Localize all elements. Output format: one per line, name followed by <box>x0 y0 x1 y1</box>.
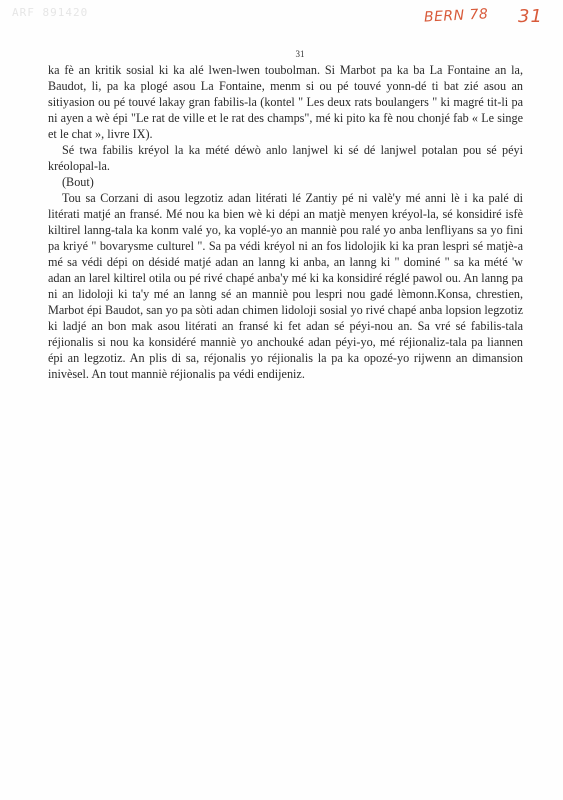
body-text <box>48 62 523 382</box>
page-number: 31 <box>295 49 305 59</box>
end-marker: (Bout) <box>62 175 94 189</box>
archive-code: BERN 78 <box>423 6 489 26</box>
faint-stamp: ARF 891420 <box>12 6 89 19</box>
paragraph-corzani: Tou sa Corzani di asou legzotiz adan litérati lé Zantiy pé ni valè'y mé anni lè i ka palé di litérati matjé an fransé. Mé nou ka bien wè ki dépi an matjè menyen kréyol-la, sé konsidiré isfè kiltirel lanng-tala ka konm valé yo, ka voplé-yo an manniè pou ralé yo anba lenfliyans sa yo fini pa kriyé " bovarysme culturel ". Sa pa védi kréyol ni an fos lidolojik ki ka pran lespri sé matjè-a mé sa védi dépi on désidé matjé adan an lanng ki anba, an lanng ki " dominé " sa ka mété 'w adan an larel kiltirel otila ou pé rivé chapé anba'y mé ki ka konsidiré réglé pawol ou. An lanng pa ni an lidoloji ki ta'y mé an lanng sé an manniè pou lespri nou gadé lèmonn.Konsa, chrestien, Marbot épi Baudot, san yo pa sòti adan chimen lidoloji sosial yo rivé chapé anba lopsion legzotiz ki ladjé an bon mak asou litérati an fransé ki fet adan sé péyi-nou an. Sa vré sé fabilis-tala réjionalis si nou ka konsidéré manniè yo anchouké adan péyi-yo, mé réjionaliz-tala pa liannen épi an legzotiz. An plis di sa, réjonalis yo réjionalis la pa ka opozé-yo rijwenn an dimansion inivèsel. An tout manniè réjionalis pa védi endijeniz. <box>48 191 523 381</box>
paragraph-continuation: ka fè an kritik sosial ki ka alé lwen-lwen toubolman. Si Marbot pa ka ba La Fontaine an la, Baudot, li, pa ka plogé asou La Fontaine, menm si ou pé touvé yonn-dé ti bat zié asou an sitiyasion ou pé touvé lakay gran fabilis-la (kontel " Les deux rats boulangers " ki magré tit-li pa ni ayen a wè épi "Le rat de ville et le rat des champs", mé ki pito ka fè nou chonjé fab « Le singe et le chat », livre IX). <box>48 63 523 141</box>
archive-number: 31 <box>518 6 543 27</box>
paragraph-fabulists: Sé twa fabilis kréyol la ka mété déwò anlo lanjwel ki sé dé lanjwel potalan pou sé péyi kréolopal-la. <box>48 143 523 173</box>
archive-reference-mark <box>424 4 558 30</box>
